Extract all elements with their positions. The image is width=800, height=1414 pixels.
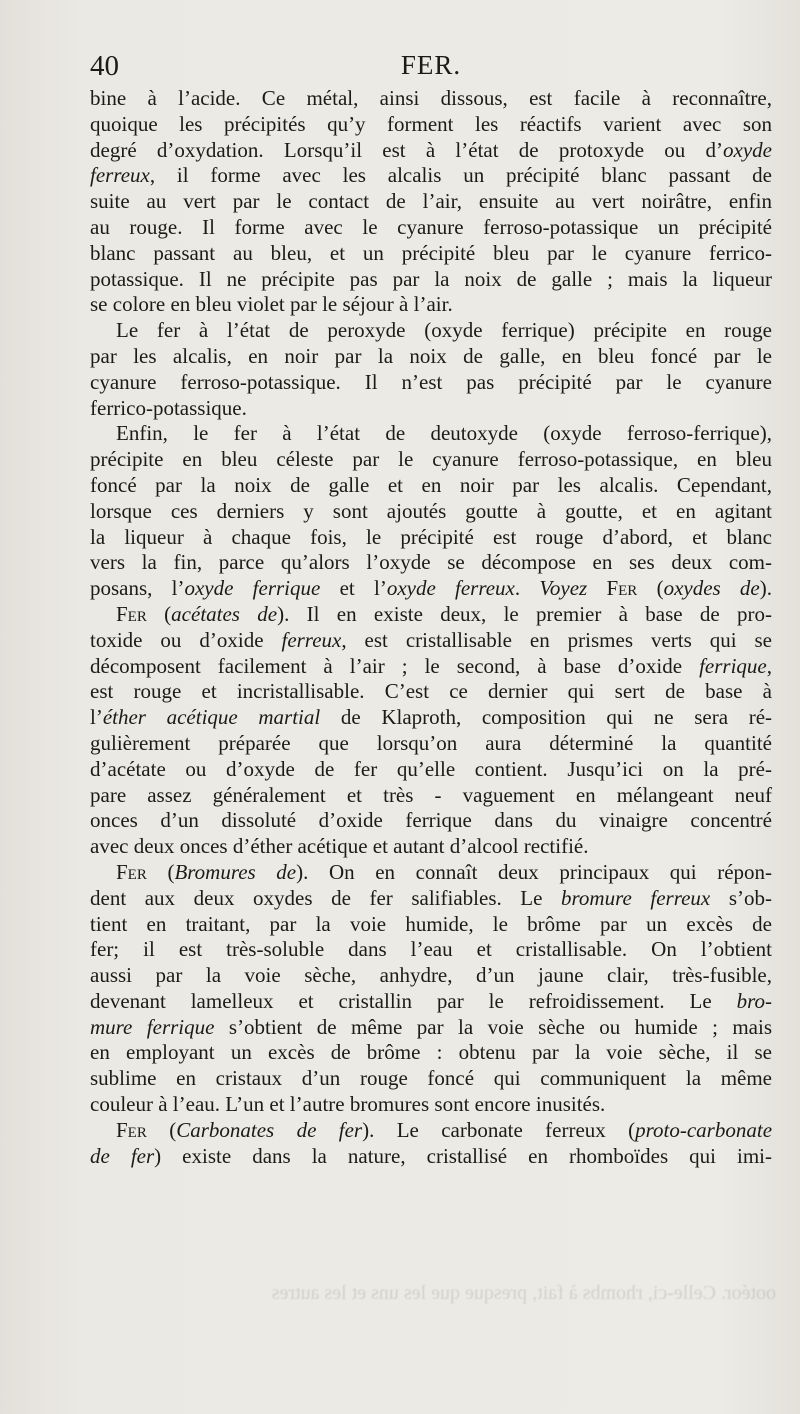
text-line: décomposent facilement à l’air ; le second, à base d’oxide ferrique, (90, 653, 772, 678)
text-line: couleur à l’eau. L’un et l’autre bromures sont encore inusités. (90, 1092, 606, 1117)
text-line: pare assez généralement et très - vaguement en mélangeant neuf (90, 782, 772, 807)
text-line: onces d’un dissoluté d’oxide ferrique dans du vinaigre concentré (90, 808, 772, 833)
text-line: toxide ou d’oxide ferreux, est cristallisable en prismes verts qui se (90, 627, 772, 652)
text-line: d’acétate ou d’oxyde de fer qu’elle contient. Jusqu’ici on la pré- (90, 756, 772, 781)
text-line: au rouge. Il forme avec le cyanure ferroso-potassique un précipité (90, 214, 772, 239)
text-line: posans, l’oxyde ferrique et l’oxyde ferreux. Voyez Fer (oxydes de). (90, 576, 773, 601)
text-line: suite au vert par le contact de l’air, ensuite au vert noirâtre, enfin (90, 189, 772, 214)
page-number: 40 (90, 50, 119, 82)
text-line: quoique les précipités qu’y forment les réactifs varient avec son (90, 111, 772, 136)
text-line: degré d’oxydation. Lorsqu’il est à l’état de protoxyde ou d’oxyde (90, 137, 772, 162)
text-line: Le fer à l’état de peroxyde (oxyde ferrique) précipite en rouge (116, 318, 772, 343)
text-line: en employant un excès de brôme : obtenu par la voie sèche, il se (90, 1040, 772, 1065)
show-through-bleed: ootéor. Celle-ci, rhombs à fait, presque que les uns et les autres (271, 1282, 776, 1304)
text-line: mure ferrique s’obtient de même par la voie sèche ou humide ; mais (90, 1014, 772, 1039)
text-line: avec deux onces d’éther acétique et autant d’alcool rectifié. (90, 834, 589, 859)
text-line: de fer) existe dans la nature, cristallisé en rhomboïdes qui imi- (90, 1143, 772, 1168)
text-line: fer; il est très-soluble dans l’eau et cristallisable. On l’obtient (90, 937, 772, 962)
text-line: gulièrement préparée que lorsqu’on aura déterminé la quantité (90, 730, 772, 755)
text-line: l’éther acétique martial de Klaproth, composition qui ne sera ré- (90, 705, 773, 730)
text-line: Fer (Carbonates de fer). Le carbonate ferreux (proto-carbonate (116, 1117, 773, 1142)
body-text (90, 86, 772, 1169)
text-line: vers la fin, parce qu’alors l’oxyde se décompose en ses deux com- (90, 550, 772, 575)
text-line: potassique. Il ne précipite pas par la noix de galle ; mais la liqueur (90, 266, 772, 291)
text-line: cyanure ferroso-potassique. Il n’est pas précipité par le cyanure (90, 369, 772, 394)
text-line: Enfin, le fer à l’état de deutoxyde (oxyde ferroso-ferrique), (116, 421, 772, 446)
text-line: foncé par la noix de galle et en noir par les alcalis. Cependant, (90, 472, 772, 497)
text-line: tient en traitant, par la voie humide, le brôme par un excès de (90, 911, 772, 936)
text-line: devenant lamelleux et cristallin par le refroidissement. Le bro- (90, 988, 772, 1013)
text-line: est rouge et incristallisable. C’est ce dernier qui sert de base à (90, 679, 772, 704)
text-line: sublime en cristaux d’un rouge foncé qui communiquent la même (90, 1066, 772, 1091)
text-line: aussi par la voie sèche, anhydre, d’un jaune clair, très-fusible, (90, 963, 772, 988)
text-line: ferreux, il forme avec les alcalis un précipité blanc passant de (90, 163, 772, 188)
text-line: la liqueur à chaque fois, le précipité est rouge d’abord, et blanc (90, 524, 772, 549)
text-line: bine à l’acide. Ce métal, ainsi dissous, est facile à reconnaître, (90, 86, 772, 110)
text-line: se colore en bleu violet par le séjour à l’air. (90, 292, 453, 317)
text-line: ferrico-potassique. (90, 395, 247, 420)
text-line: lorsque ces derniers y sont ajoutés goutte à goutte, et en agitant (90, 498, 772, 523)
running-head: FER. (400, 50, 462, 80)
text-line: Fer (Bromures de). On en connaît deux principaux qui répon- (116, 859, 773, 884)
text-line: par les alcalis, en noir par la noix de galle, en bleu foncé par le (90, 343, 772, 368)
text-line: dent aux deux oxydes de fer salifiables. Le bromure ferreux s’ob- (90, 885, 772, 910)
text-line: blanc passant au bleu, et un précipité bleu par le cyanure ferrico- (90, 240, 772, 265)
text-line: précipite en bleu céleste par le cyanure ferroso-potassique, en bleu (90, 447, 772, 472)
page-header (90, 50, 772, 86)
text-line: Fer (acétates de). Il en existe deux, le premier à base de pro- (116, 601, 773, 626)
